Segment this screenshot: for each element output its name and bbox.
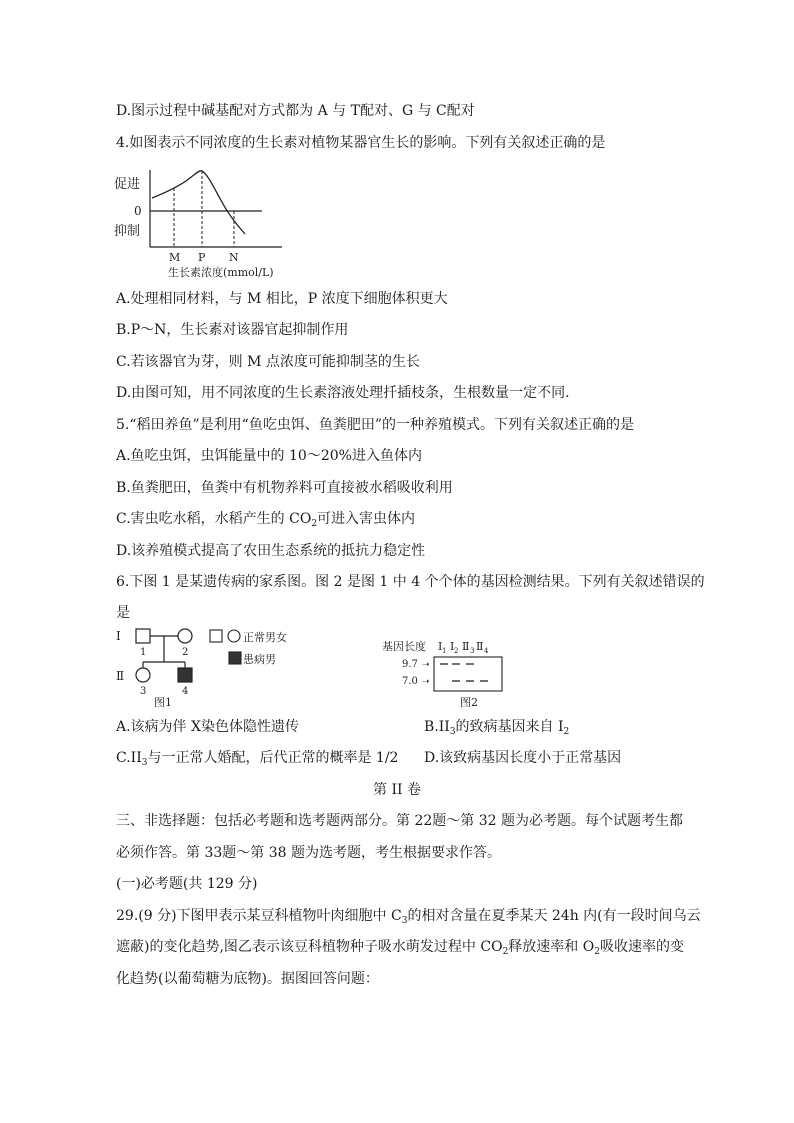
legend-normal-label: 正常男女 bbox=[243, 631, 287, 644]
section-title: 第 II 卷 bbox=[373, 782, 421, 798]
q6-stem: 6.下图 1 是某遗传病的家系图。图 2 是图 1 中 4 个个体的基因检测结果。下列有关叙述错误的 bbox=[116, 574, 705, 590]
q4-option-a: A.处理相同材料，与 M 相比，P 浓度下细胞体积更大 bbox=[116, 291, 448, 307]
column-labels bbox=[438, 640, 489, 655]
x-tick-n: N bbox=[229, 251, 239, 264]
q5-option-b: B.鱼粪肥田，鱼粪中有机物养料可直接被水稻吸收利用 bbox=[116, 480, 453, 496]
legend-male-icon bbox=[210, 630, 222, 642]
col-ii4-sub: 4 bbox=[484, 647, 489, 655]
id-2: 2 bbox=[182, 647, 189, 658]
q29-line-2: 遮蔽)的变化趋势,图乙表示该豆科植物种子吸水萌发过程中 $CO_2$释放速率和 $O_2$吸收速率的变 bbox=[116, 939, 684, 957]
part3-instructions-cont: 必须作答。第 33题～第 38 题为选考题，考生根据要求作答。 bbox=[116, 845, 501, 861]
legend-affected-label: 患病男 bbox=[243, 653, 276, 666]
gene-detection-figure-2 bbox=[380, 636, 510, 710]
generation-1-label: I bbox=[116, 629, 121, 643]
x-tick-p: P bbox=[198, 251, 206, 264]
gel-box bbox=[434, 657, 502, 691]
q4-option-c: C.若该器官为芽，则 M 点浓度可能抑制茎的生长 bbox=[116, 354, 420, 370]
part3-instructions: 三、非选择题：包括必考题和选考题两部分。第 22题～第 32 题为必考题。每个试题考生都 bbox=[116, 813, 683, 829]
q3-option-d: D.图示过程中碱基配对方式都为 A 与 T配对、G 与 C配对 bbox=[116, 103, 475, 119]
q5-stem: 5.“稻田养鱼”是利用“鱼吃虫饵、鱼粪肥田”的一种养殖模式。下列有关叙述正确的是 bbox=[116, 417, 634, 433]
col-i2-sub: 2 bbox=[454, 647, 459, 655]
col-ii3-sub: 3 bbox=[470, 647, 475, 655]
q5-option-a: A.鱼吃虫饵，虫饵能量中的 10～20%进入鱼体内 bbox=[116, 448, 422, 464]
q5-option-c: C.害虫吃水稻，水稻产生的 $CO_2$可进入害虫体内 bbox=[116, 511, 416, 529]
q6-option-b: $B.II_3$的致病基因来自 $I_2$ bbox=[424, 719, 570, 737]
x-tick-m: M bbox=[169, 251, 181, 264]
figure-2-caption: 图2 bbox=[460, 696, 478, 709]
y-label-inhibit: 抑制 bbox=[114, 224, 141, 239]
pedigree-figure-1 bbox=[112, 624, 322, 710]
required-questions-heading: (一)必考题(共 129 分) bbox=[116, 876, 258, 892]
col-i1-sub: 1 bbox=[442, 647, 447, 655]
row-9-7-label: 9.7 bbox=[402, 659, 418, 670]
col-ii3: Ⅱ bbox=[462, 640, 470, 653]
row-9-7-arrow: ➝ bbox=[422, 660, 430, 670]
q6-option-a: A.该病为伴 X染色体隐性遗传 bbox=[116, 719, 299, 735]
individual-1-male bbox=[136, 629, 150, 643]
q4-option-d: D.由图可知，用不同浓度的生长素溶液处理扦插枝条，生根数量一定不同. bbox=[116, 385, 570, 401]
q6-option-d: D.该致病基因长度小于正常基因 bbox=[424, 750, 622, 766]
x-axis-label: 生长素浓度(mmol/L) bbox=[168, 266, 274, 279]
row-7-0-label: 7.0 bbox=[402, 676, 418, 687]
individual-4-affected-male bbox=[178, 668, 192, 682]
generation-2-label: Ⅱ bbox=[116, 669, 125, 683]
q29-line-1: 29.(9 分)下图甲表示某豆科植物叶肉细胞中 $C_3$的相对含量在夏季某天 24h 内(有一段时间乌云 bbox=[116, 908, 701, 926]
q5-option-d: D.该养殖模式提高了农田生态系统的抵抗力稳定性 bbox=[116, 543, 426, 559]
growth-curve-figure bbox=[112, 166, 302, 280]
legend-affected-icon bbox=[229, 652, 241, 664]
individual-3-female bbox=[136, 668, 150, 682]
fig2-header: 基因长度 bbox=[382, 640, 426, 653]
id-4: 4 bbox=[182, 686, 189, 697]
col-i2: I bbox=[450, 640, 455, 653]
legend-female-icon bbox=[228, 630, 240, 642]
q6-option-c: $C.II_3$与一正常人婚配，后代正常的概率是 1/2 bbox=[116, 750, 399, 768]
y-label-zero: 0 bbox=[134, 204, 142, 218]
q4-option-b: B.P～N，生长素对该器官起抑制作用 bbox=[116, 322, 349, 338]
individual-2-female bbox=[178, 629, 192, 643]
q4-stem: 4.如图表示不同浓度的生长素对植物某器官生长的影响。下列有关叙述正确的是 bbox=[116, 135, 606, 151]
figure-1-caption: 图1 bbox=[154, 696, 172, 709]
col-ii4: Ⅱ bbox=[476, 640, 484, 653]
col-i1: I bbox=[438, 640, 443, 653]
id-3: 3 bbox=[140, 686, 147, 697]
growth-curve bbox=[152, 171, 245, 234]
q6-stem-cont: 是 bbox=[116, 605, 130, 621]
y-label-promote: 促进 bbox=[114, 177, 141, 192]
q29-line-3: 化趋势(以葡萄糖为底物)。据图回答问题： bbox=[116, 971, 379, 987]
id-1: 1 bbox=[140, 647, 147, 658]
row-7-0-arrow: ➝ bbox=[422, 677, 430, 687]
